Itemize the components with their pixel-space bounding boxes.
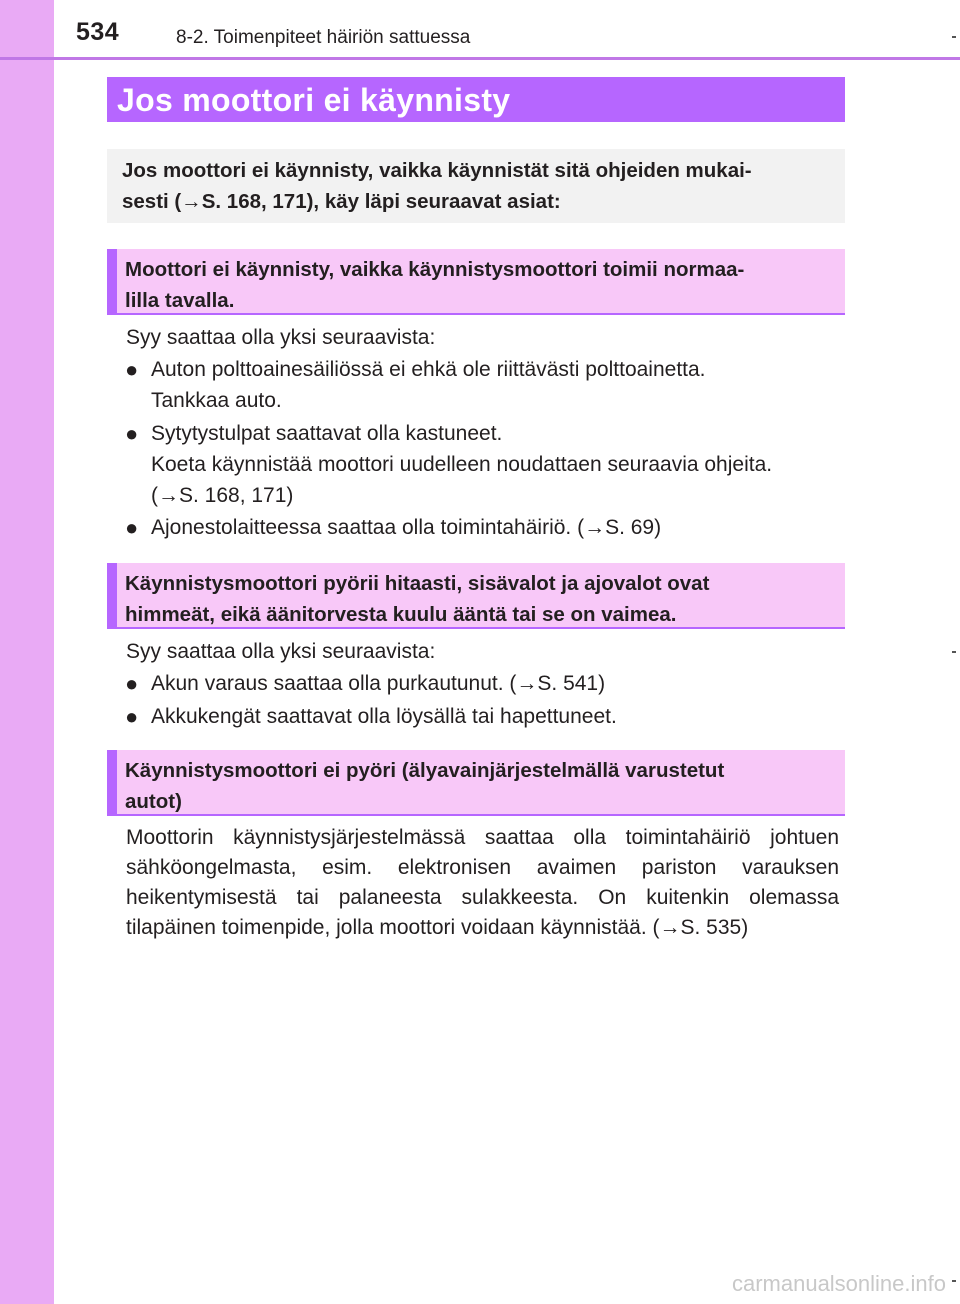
subheading-starter-not-turning bbox=[107, 750, 845, 816]
crop-mark bbox=[952, 651, 956, 653]
subheading-line: Käynnistysmoottori pyörii hitaasti, sisävalot ja ajovalot ovat bbox=[125, 572, 710, 595]
page-number: 534 bbox=[76, 18, 120, 46]
bullet-line: Ajonestolaitteessa saattaa olla toimintahäiriö. (→S. 69) bbox=[151, 516, 662, 539]
paragraph-line: heikentymisestä tai palaneesta sulakkeesta. On kuitenkin olemassa bbox=[126, 886, 839, 909]
bullet-item-battery bbox=[151, 668, 846, 699]
subheading-line: lilla tavalla. bbox=[125, 289, 235, 312]
bullet-line: Tankkaa auto. bbox=[151, 389, 282, 412]
lead-text: Syy saattaa olla yksi seuraavista: bbox=[126, 640, 436, 663]
bullet-line: Sytytystulpat saattavat olla kastuneet. bbox=[151, 422, 503, 445]
lead-text: Syy saattaa olla yksi seuraavista: bbox=[126, 326, 436, 349]
bullet-line: (→S. 168, 171) bbox=[151, 484, 294, 507]
bullet-line: Akkukengät saattavat olla löysällä tai hapettuneet. bbox=[151, 705, 617, 728]
section-title: Jos moottori ei käynnisty bbox=[107, 77, 845, 122]
intro-line: sesti (→S. 168, 171), käy läpi seuraavat asiat: bbox=[122, 190, 561, 213]
header-rule bbox=[0, 57, 960, 60]
subheading-line: Käynnistysmoottori ei pyöri (älyavainjärjestelmällä varustetut bbox=[125, 759, 725, 782]
paragraph-line: tilapäinen toimenpide, jolla moottori voidaan käynnistää. (→S. 535) bbox=[126, 916, 749, 939]
bullet-line: Koeta käynnistää moottori uudelleen noudattaen seuraavia ohjeita. bbox=[151, 453, 773, 476]
subheading-line: himmeät, eikä äänitorvesta kuulu ääntä tai se on vaimea. bbox=[125, 603, 677, 626]
bullet-line: Auton polttoainesäiliössä ei ehkä ole riittävästi polttoainetta. bbox=[151, 358, 706, 381]
subheading-starter-normal bbox=[107, 249, 845, 315]
subheading-line: Moottori ei käynnisty, vaikka käynnistysmoottori toimii normaa- bbox=[125, 258, 745, 281]
bullet-icon: ● bbox=[125, 671, 139, 696]
bullet-icon: ● bbox=[125, 357, 139, 382]
intro-line: Jos moottori ei käynnisty, vaikka käynnistät sitä ohjeiden mukai- bbox=[122, 159, 752, 182]
bullet-item-spark-plugs bbox=[151, 418, 846, 511]
bullet-item-immobilizer bbox=[151, 512, 846, 543]
subheading-starter-slow bbox=[107, 563, 845, 629]
bullet-icon: ● bbox=[125, 704, 139, 729]
bullet-icon: ● bbox=[125, 515, 139, 540]
smart-key-paragraph bbox=[126, 823, 839, 943]
intro-box bbox=[107, 149, 845, 223]
watermark: carmanualsonline.info bbox=[731, 1271, 946, 1296]
bullet-icon: ● bbox=[125, 421, 139, 446]
paragraph-line: Moottorin käynnistysjärjestelmässä saattaa olla toimintahäiriö johtuen bbox=[126, 826, 839, 849]
bullet-item-fuel bbox=[151, 354, 846, 416]
bullet-item-terminals bbox=[151, 701, 846, 732]
subheading-line: autot) bbox=[125, 790, 182, 813]
crop-mark bbox=[952, 1280, 956, 1282]
side-color-strip bbox=[0, 0, 54, 1304]
paragraph-line: sähköongelmasta, esim. elektronisen avaimen pariston varauksen bbox=[126, 856, 839, 879]
bullet-line: Akun varaus saattaa olla purkautunut. (→S. 541) bbox=[151, 672, 606, 695]
crop-mark bbox=[952, 36, 956, 38]
running-header-chapter: 8-2. Toimenpiteet häiriön sattuessa bbox=[176, 27, 471, 48]
